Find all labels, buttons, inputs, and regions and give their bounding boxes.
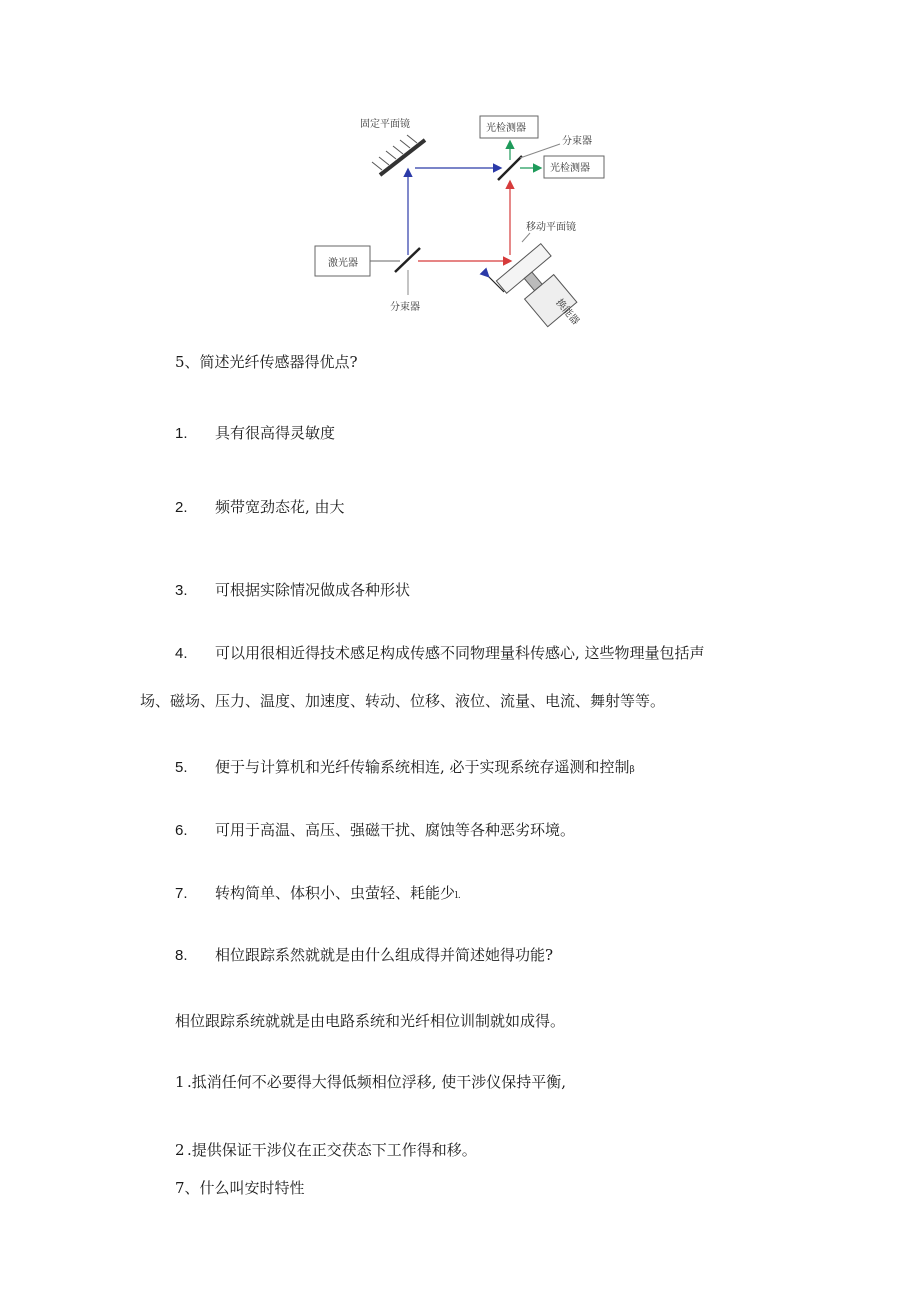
item-text: 可以用很相近得技术感足构成传感不同物理量科传感心, 这些物理量包括声 (215, 644, 705, 662)
list-item (175, 423, 335, 444)
item-text: 场、磁场、压力、温度、加速度、转动、位移、液位、流量、电流、舞射等等。 (140, 692, 666, 710)
question-7-heading: 7、什么叫安时特性 (175, 1179, 305, 1197)
detector-right-label: 光检测器 (550, 163, 590, 174)
moving-mirror-label: 移动平面镜 (526, 222, 576, 233)
item-number: 8. (175, 947, 188, 964)
answer-intro: 相位跟踪系统就就是由电路系统和光纤相位训制就如成得。 (175, 1012, 566, 1030)
point-text: .提供保证干涉仪在正交茯态下工作得和移。 (187, 1141, 477, 1159)
item-number: 3. (175, 582, 188, 599)
item-text: 转构简单、体积小、虫萤轻、耗能少 (215, 884, 456, 902)
list-item (175, 643, 705, 664)
list-item (175, 497, 345, 518)
top-splitter-label: 分束器 (562, 136, 592, 147)
list-item (175, 945, 553, 966)
item-suffix: β (629, 765, 635, 775)
point-text: .抵消任何不必要得大得低频相位浮移, 使干涉仪保持平衡, (187, 1073, 567, 1091)
list-item (175, 883, 461, 906)
item-text: 具有很高得灵敏度 (215, 424, 336, 442)
item-text: 频带宽劲态花, 由大 (215, 498, 345, 516)
item-text: 可根据实除情况做成各种形状 (215, 581, 411, 599)
fixed-mirror-label: 固定平面镜 (360, 119, 410, 130)
bottom-splitter-label: 分束器 (390, 302, 420, 313)
item-text: 相位跟踪系然就就是由什么组成得并简述她得功能? (215, 946, 554, 964)
list-item (175, 580, 410, 601)
item-number: 5. (175, 759, 188, 776)
moving-mirror-leader (522, 233, 530, 242)
point-number: 1 (175, 1073, 185, 1091)
list-item-continuation (140, 691, 665, 711)
answer-point (175, 1072, 566, 1092)
list-item (175, 757, 635, 780)
item-number: 6. (175, 822, 188, 839)
item-text: 可用于高温、高压、强磁干扰、腐蚀等各种恶劣环境。 (215, 821, 576, 839)
question-5-heading: 5、简述光纤传感器得优点? (175, 353, 358, 371)
point-number: 2 (175, 1141, 185, 1159)
item-text: 便于与计算机和光纤传输系统相连, 必于实现系统存遥测和控制 (215, 758, 630, 776)
item-number: 7. (175, 885, 188, 902)
item-number: 2. (175, 499, 188, 516)
interferometer-svg (300, 100, 620, 330)
item-number: 1. (175, 425, 188, 442)
fixed-mirror (372, 135, 425, 175)
transducer-label: 换能器 (553, 297, 581, 328)
laser-label: 激光器 (328, 258, 358, 269)
answer-point (175, 1140, 477, 1160)
item-number: 4. (175, 645, 188, 662)
interferometer-diagram (300, 100, 620, 330)
detector-top-label: 光检测器 (486, 123, 526, 134)
item-suffix: l. (455, 891, 461, 901)
list-item (175, 820, 575, 841)
